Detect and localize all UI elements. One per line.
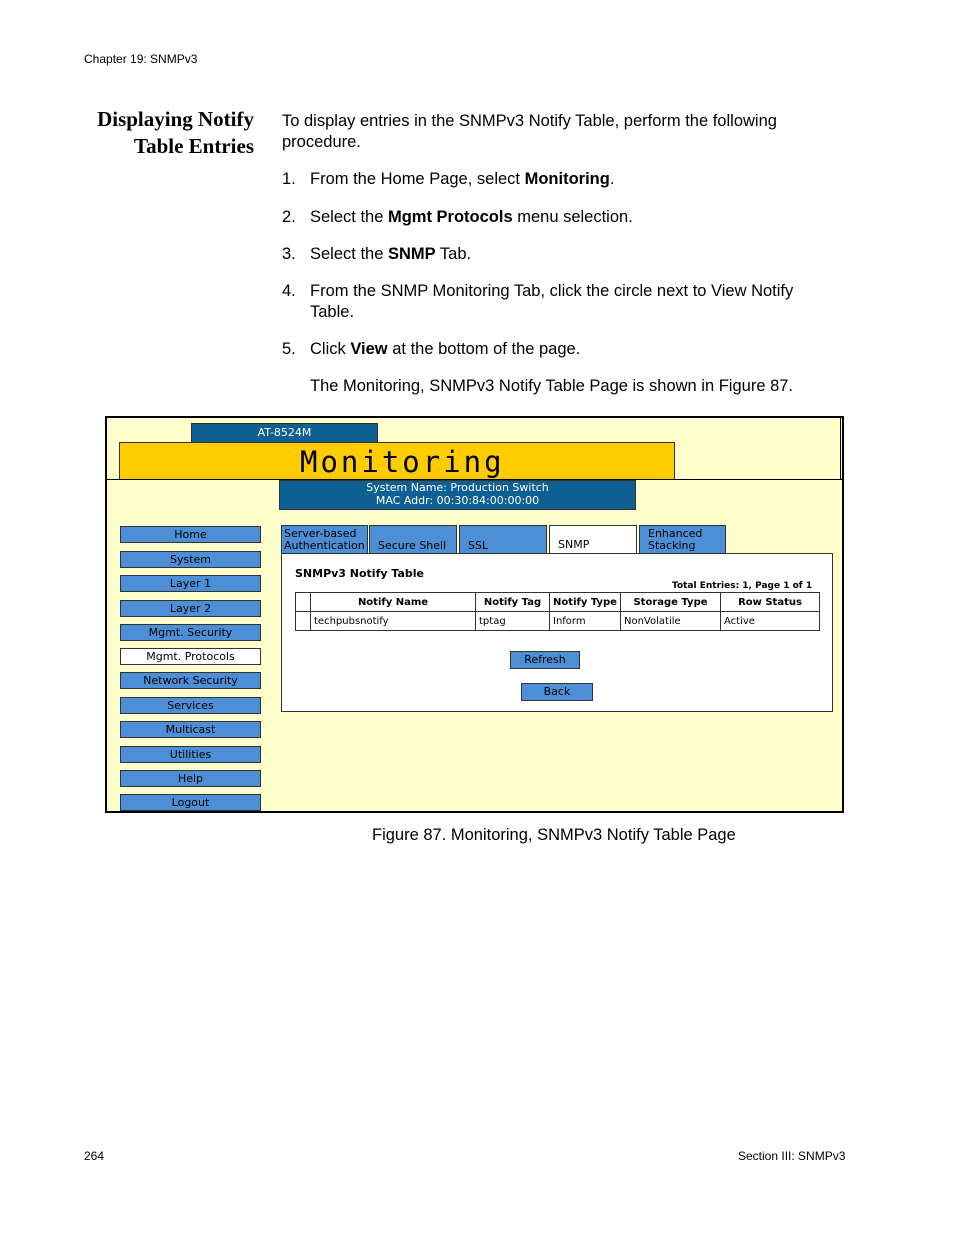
table-cell: techpubsnotify [311, 612, 476, 631]
section-heading [60, 106, 254, 160]
divider [840, 418, 841, 480]
result-text: The Monitoring, SNMPv3 Notify Table Page is shown in Figure 87. [310, 377, 794, 395]
step-text: From the SNMP Monitoring Tab, click the circle next to View Notify Table. [310, 282, 794, 321]
step-4 [282, 281, 842, 323]
step-number: 2. [282, 208, 296, 226]
tab-ssl[interactable]: SSL [459, 525, 547, 553]
refresh-button[interactable]: Refresh [510, 651, 580, 669]
nav-home[interactable]: Home [120, 526, 261, 543]
tab-secure-shell[interactable]: Secure Shell [369, 525, 457, 553]
nav-layer-2[interactable]: Layer 2 [120, 600, 261, 617]
step-number: 5. [282, 340, 296, 358]
model-bar: AT-8524M [191, 423, 378, 443]
table-cell: tptag [476, 612, 550, 631]
table-header-row [296, 593, 820, 612]
column-header [296, 593, 311, 612]
step-number: 4. [282, 282, 296, 300]
step-text: Select the Mgmt Protocols menu selection. [310, 208, 633, 226]
nav-network-security[interactable]: Network Security [120, 672, 261, 689]
intro-line2: procedure. [282, 133, 361, 151]
nav-system[interactable]: System [120, 551, 261, 568]
table-row [296, 612, 820, 631]
column-header: Notify Tag [476, 593, 550, 612]
table-cell [296, 612, 311, 631]
nav-services[interactable]: Services [120, 697, 261, 714]
page-title: Monitoring [300, 445, 505, 479]
section-heading-line1: Displaying Notify [97, 107, 254, 131]
step-3 [282, 244, 842, 265]
nav-mgmt-security[interactable]: Mgmt. Security [120, 624, 261, 641]
step-text: From the Home Page, select Monitoring. [310, 170, 615, 188]
column-header: Storage Type [621, 593, 721, 612]
tab-server-based-authentication[interactable]: Server-based Authentication [281, 525, 368, 553]
step-text: Select the SNMP Tab. [310, 245, 472, 263]
monitoring-screenshot [105, 416, 844, 813]
nav-help[interactable]: Help [120, 770, 261, 787]
step-5 [282, 339, 842, 360]
table-cell: Inform [550, 612, 621, 631]
notify-table-panel [281, 553, 833, 712]
running-header: Chapter 19: SNMPv3 [84, 52, 198, 66]
nav-utilities[interactable]: Utilities [120, 746, 261, 763]
tab-snmp[interactable]: SNMP [549, 525, 637, 555]
back-button[interactable]: Back [521, 683, 593, 701]
step-number: 3. [282, 245, 296, 263]
nav-mgmt-protocols[interactable]: Mgmt. Protocols [120, 648, 261, 665]
footer-section: Section III: SNMPv3 [738, 1149, 846, 1163]
section-heading-line2: Table Entries [134, 134, 254, 158]
notify-table [295, 592, 820, 631]
step-1 [282, 169, 842, 190]
panel-title: SNMPv3 Notify Table [295, 567, 424, 580]
column-header: Notify Name [311, 593, 476, 612]
system-name: System Name: Production Switch [366, 481, 549, 494]
intro-paragraph [282, 111, 842, 153]
page-title-bar [119, 442, 675, 480]
step-number: 1. [282, 170, 296, 188]
step-2 [282, 207, 842, 228]
page-number: 264 [84, 1149, 105, 1163]
total-entries: Total Entries: 1, Page 1 of 1 [672, 581, 813, 591]
mac-address: MAC Addr: 00:30:84:00:00:00 [375, 494, 540, 507]
step-text: Click View at the bottom of the page. [310, 340, 581, 358]
table-cell: NonVolatile [621, 612, 721, 631]
nav-layer-1[interactable]: Layer 1 [120, 575, 261, 592]
nav-logout[interactable]: Logout [120, 794, 261, 811]
table-cell: Active [721, 612, 820, 631]
tab-enhanced-stacking[interactable]: Enhanced Stacking [639, 525, 726, 553]
nav-multicast[interactable]: Multicast [120, 721, 261, 738]
intro-line1: To display entries in the SNMPv3 Notify Table, perform the following [282, 112, 777, 130]
system-info-bar [279, 480, 636, 510]
column-header: Row Status [721, 593, 820, 612]
column-header: Notify Type [550, 593, 621, 612]
figure-caption: Figure 87. Monitoring, SNMPv3 Notify Table Page [372, 826, 736, 844]
